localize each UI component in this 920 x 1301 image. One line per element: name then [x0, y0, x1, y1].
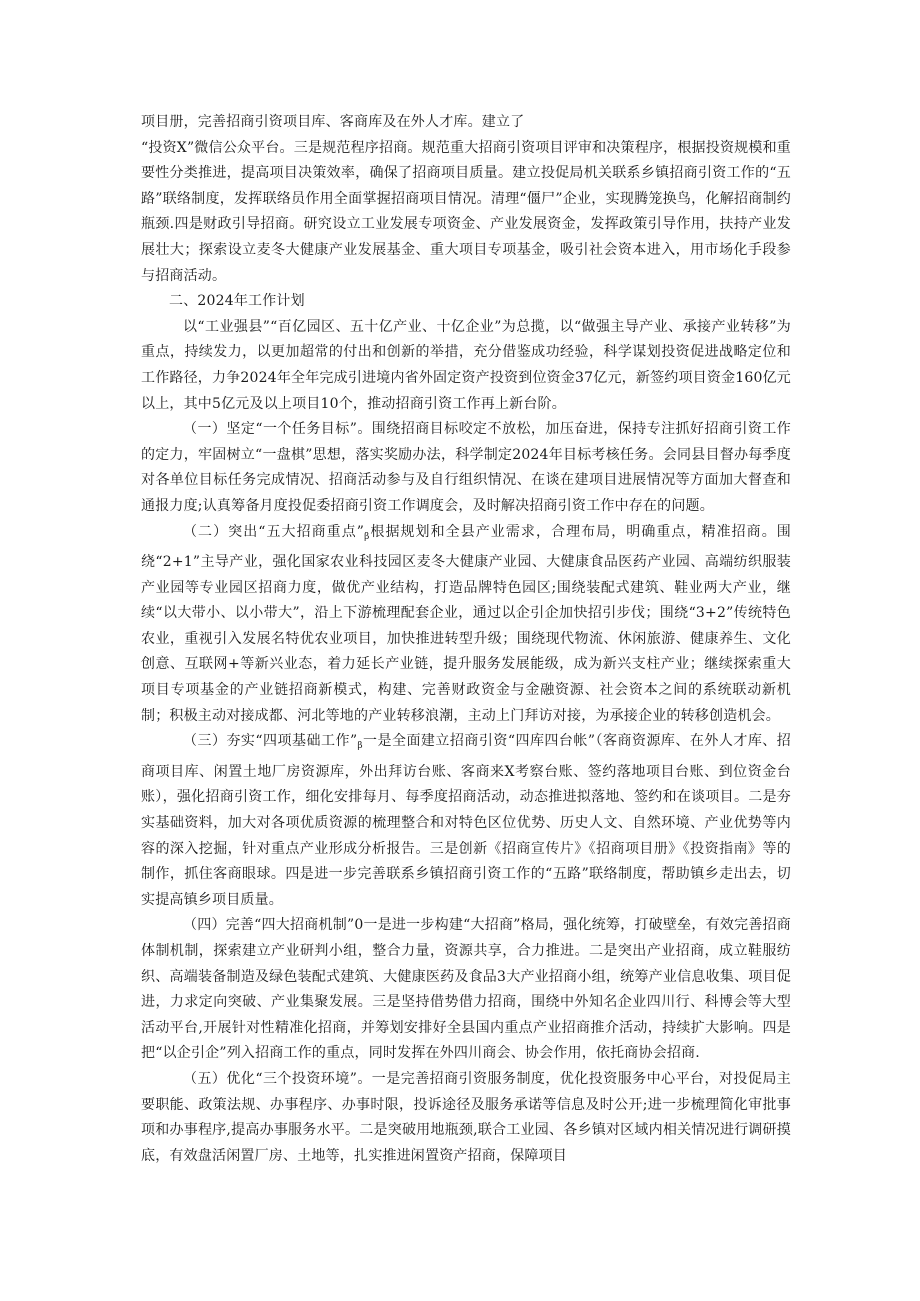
paragraph [141, 520, 791, 730]
paragraph: 项目册，完善招商引资项目库、客商库及在外人才库。建立了 [141, 114, 525, 130]
document-body [141, 110, 791, 1169]
paragraph: “投资X”微信公众平台。三是规范程序招商。规范重大招商引资项目评审和决策程序，根据投资规模和重要性分类推进，提高项目决策效率，确保了招商项目质量。建立投促局机关联系乡镇招商引资工作的“五路”联络制度，发挥联络员作用全面掌握招商项目情况。清理“僵尸”企业，实现腾笼换鸟，化解招商制约瓶颈.四是财政引导招商。研究设立工业发展专项资金、产业发展资金，发挥政策引导作用，扶持产业发展壮大；探索设立麦冬大健康产业发展基金、重大项目专项基金，吸引社会资本进入，用市场化手段参与招商活动。 [141, 139, 791, 284]
paragraph: （五）优化“三个投资环境”。一是完善招商引资服务制度，优化投资服务中心平台，对投促局主要职能、政策法规、办事程序、办事时限，投诉途径及服务承诺等信息及时公开;进一步梳理简化审批事项和办事程序,提高办事服务水平。二是突破用地瓶颈,联合工业园、各乡镇对区域内相关情况进行调研摸底，有效盘活闲置厂房、土地等，扎实推进闲置资产招商，保障项目 [141, 1070, 791, 1164]
paragraph: （一）坚定“一个任务目标”。围绕招商目标咬定不放松，加压奋进，保持专注抓好招商引资工作的定力，牢固树立“一盘棋”思想，落实奖励办法，科学制定2024年目标考核任务。会同县目督办每季度对各单位目标任务完成情况、招商活动参与及自行组织情况、在谈在建项目进展情况等方面加大督查和通报力度;认真筹备月度投促委招商引资工作调度会，及时解决招商引资工作中存在的问题。 [141, 421, 791, 514]
paragraph-lead: （二）突出“五大招商重点” [183, 523, 365, 540]
stray-mark: β [357, 741, 363, 752]
paragraph-rest: 一是全面建立招商引资“四库四台帐”（客商资源库、在外人才库、招商项目库、闲置土地厂房资源库，外出拜访台账、客商来X考察台账、签约落地项目台账、到位资金台账），强化招商引资工作，细化安排每月、每季度招商活动，动态推进拟落地、签约和在谈项目。二是夯实基础资料，加大对各项优质资源的梳理整合和对特色区位优势、历史人文、自然环境、产业优势等内容的深入挖掘，针对重点产业形成分析报告。三是创新《招商宣传片》《招商项目册》《投资指南》等的制作，抓住客商眼球。四是进一步完善联系乡镇招商引资工作的“五路”联络制度，帮助镇乡走出去，切实提高镇乡项目质量。 [141, 733, 791, 908]
paragraph: （四）完善“四大招商机制”0一是进一步构建“大招商”格局，强化统筹，打破壁垒，有效完善招商体制机制，探索建立产业研判小组，整合力量，资源共享，合力推进。二是突出产业招商，成立鞋服纺织、高端装备制造及绿色装配式建筑、大健康医药及食品3大产业招商小组，统筹产业信息收集、项目促进，力求定向突破、产业集聚发展。三是坚持借势借力招商，围绕中外知名企业四川行、科博会等大型活动平台,开展针对性精准化招商，并筹划安排好全县国内重点产业招商推介活动，持续扩大影响。四是把“以企引企”列入招商工作的重点，同时发挥在外四川商会、协会作用，依托商协会招商. [141, 917, 791, 1062]
section-heading: 二、2024年工作计划 [169, 293, 305, 310]
paragraph-rest: 根据规划和全县产业需求，合理布局，明确重点，精准招商。围绕“2+1”主导产业，强化国家农业科技园区麦冬大健康产业园、大健康食品医药产业园、高端纺织服装产业园等专业园区招商力度，做优产业结构，打造品牌特色园区;围绕装配式建筑、鞋业两大产业，继续“以大带小、以小带大”，沿上下游梳理配套企业，通过以企引企加快招引步伐；围绕“3+2”传统特色农业，重视引入发展名特优农业项目，加快推进转型升级；围绕现代物流、休闲旅游、健康养生、文化创意、互联网+等新兴业态，着力延长产业链，提升服务发展能级，成为新兴支柱产业；继续探索重大项目专项基金的产业链招商新模式，构建、完善财政资金与金融资源、社会资本之间的系统联动新机制；积极主动对接成都、河北等地的产业转移浪潮，主动上门拜访对接，为承接企业的转移创造机会。 [141, 523, 791, 724]
paragraph-lead: （三）夯实“四项基础工作” [183, 733, 358, 750]
paragraph [141, 729, 791, 913]
paragraph: 以“工业强县”“百亿园区、五十亿产业、十亿企业”为总揽，以“做强主导产业、承接产业转移”为重点，持续发力，以更加超常的付出和创新的举措，充分借鉴成功经验，科学谋划投资促进战略定位和工作路径，力争2024年全年完成引进境内省外固定资产投资到位资金37亿元，新签约项目资金160亿元以上，其中5亿元及以上项目10个，推动招商引资工作再上新台阶。 [141, 318, 791, 412]
stray-mark: β [364, 531, 370, 542]
